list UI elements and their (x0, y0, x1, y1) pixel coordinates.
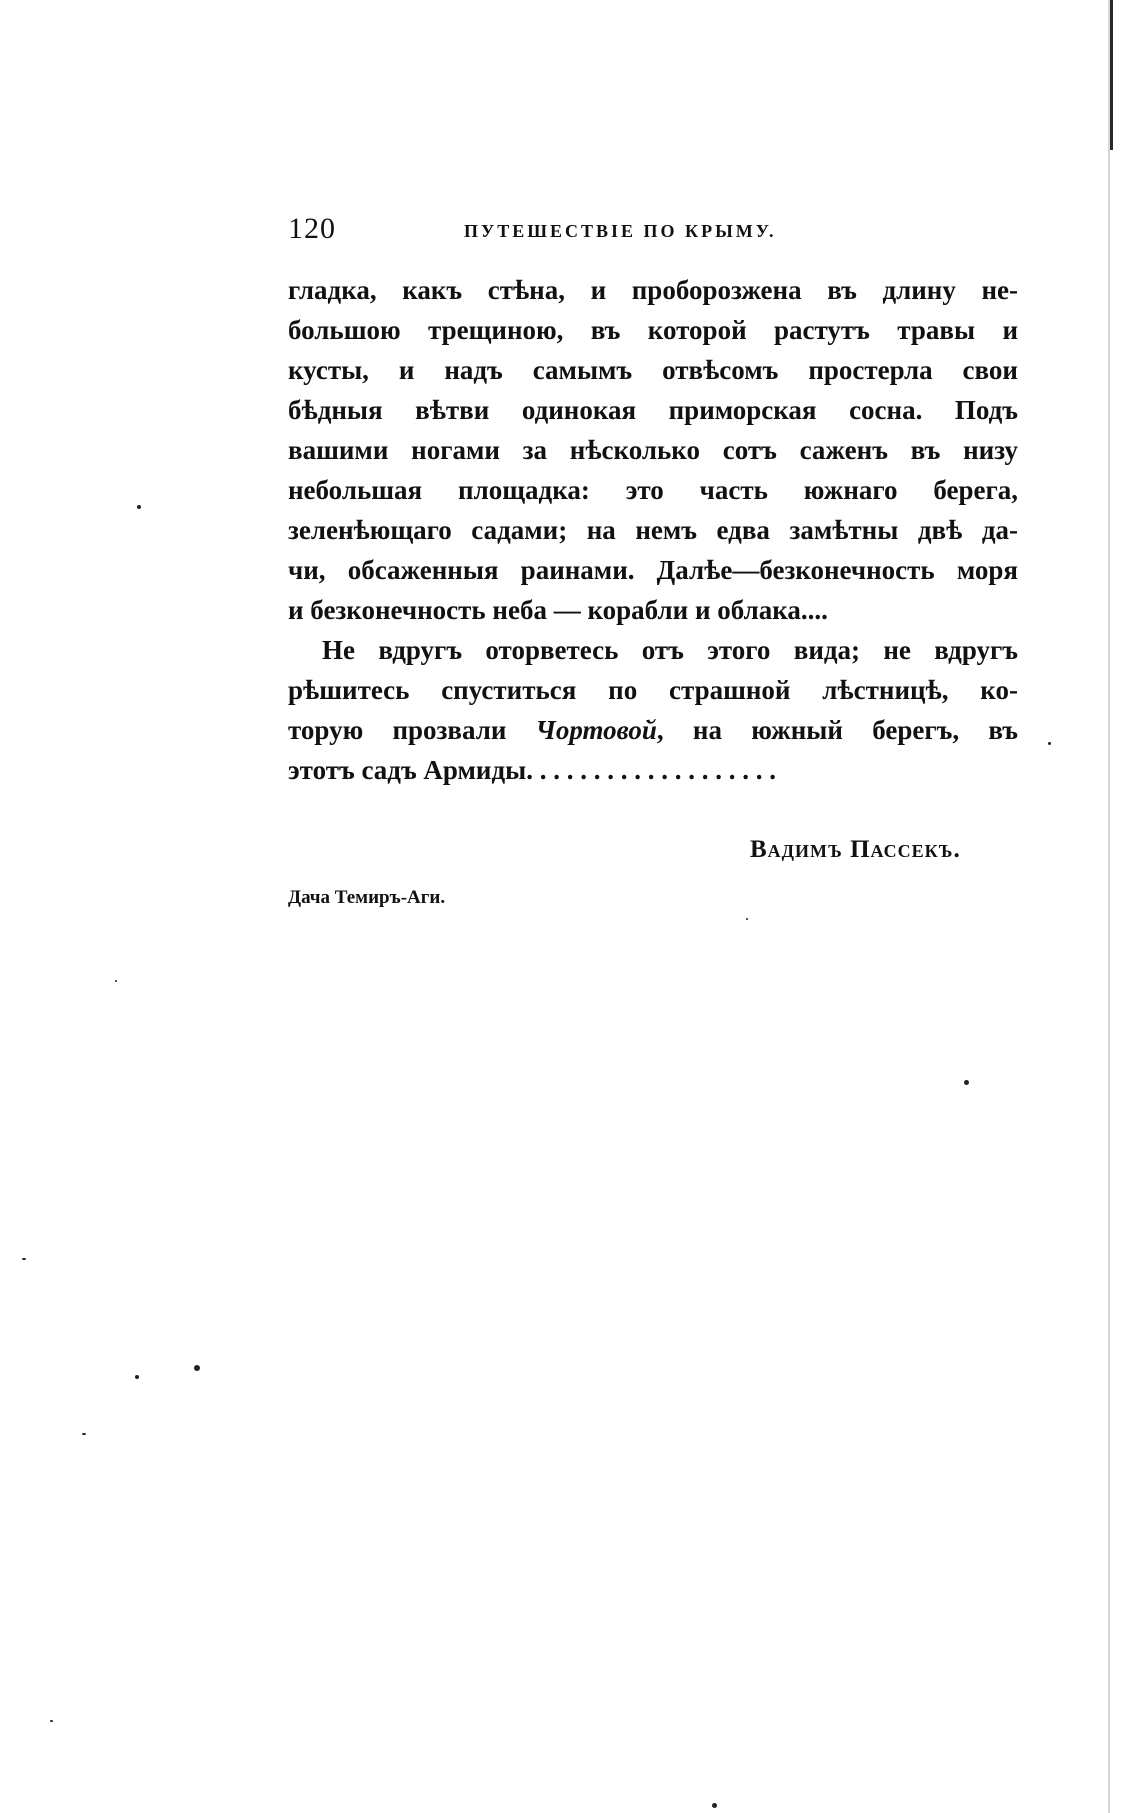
scan-speck (135, 1375, 139, 1379)
text-line: бѣдныя вѣтви одинокая приморская сосна. Подъ (288, 395, 1018, 425)
text-line: чи, обсаженныя раинами. Далѣе—безконечность моря (288, 555, 1018, 585)
text-line: Не вдругъ оторветесь отъ этого вида; не вдругъ (322, 635, 1018, 665)
place-dateline: Дача Темиръ-Аги. (288, 887, 446, 908)
text-line: гладка, какъ стѣна, и проборозжена въ длину не- (288, 275, 1018, 305)
text-line: кусты, и надъ самымъ отвѣсомъ простерла свои (288, 355, 1018, 385)
scan-speck (1048, 742, 1051, 745)
body-text (288, 270, 1018, 790)
scan-speck (82, 1433, 86, 1435)
text-line (288, 710, 1018, 750)
scan-speck (22, 1258, 26, 1260)
page-edge-mark (1110, 0, 1113, 150)
scan-speck (746, 918, 748, 920)
scan-speck (194, 1365, 200, 1371)
running-head: ПУТЕШЕСТВІЕ ПО КРЫМУ. (464, 221, 777, 241)
text-line: зеленѣющаго садами; на немъ едва замѣтны двѣ да- (288, 515, 1018, 545)
scan-speck (137, 505, 141, 509)
text-fragment: , на южный берегъ, въ (656, 715, 1018, 745)
text-line: и безконечность неба — корабли и облака.... (288, 595, 828, 625)
scan-speck (712, 1803, 717, 1808)
author-signature: Вадимъ Пассекъ. (750, 836, 961, 863)
scan-speck (964, 1080, 969, 1085)
scan-speck (50, 1720, 53, 1722)
text-line: большою трещиною, въ которой растутъ травы и (288, 315, 1018, 345)
text-fragment: торую прозвали (288, 715, 507, 745)
page-edge-shadow (1108, 0, 1110, 1813)
page-header (288, 212, 1018, 252)
page-number: 120 (288, 212, 336, 245)
text-line: рѣшитесь спуститься по страшной лѣстницѣ, ко- (288, 675, 1018, 705)
italic-name: Чортовой (535, 715, 657, 745)
scan-speck (115, 980, 117, 982)
text-line: вашими ногами за нѣсколько сотъ саженъ въ низу (288, 435, 1018, 465)
text-line: этотъ садъ Армиды. . . . . . . . . . . . . . . . . . . (288, 755, 776, 785)
text-line: небольшая площадка: это часть южнаго берега, (288, 475, 1018, 505)
